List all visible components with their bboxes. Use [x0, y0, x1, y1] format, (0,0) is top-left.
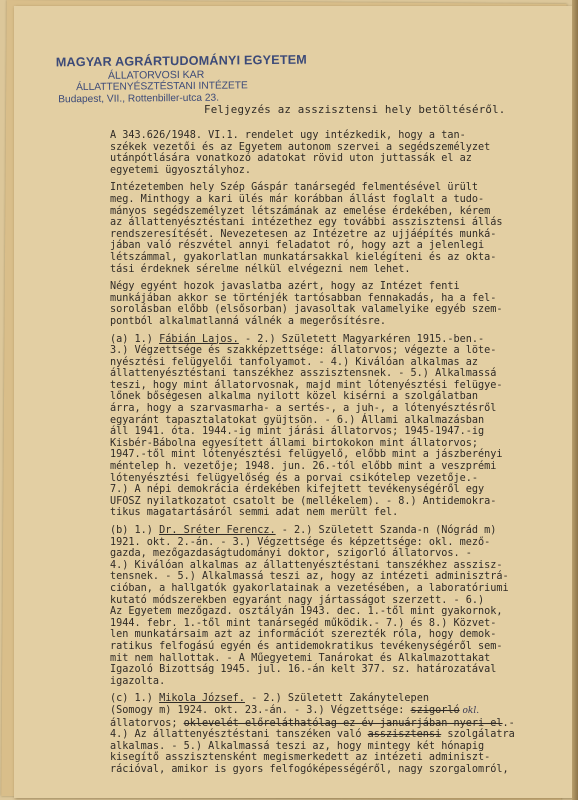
- document-heading: Feljegyzés az asszisztensi hely betöltéséről.: [204, 103, 506, 116]
- candidate-name: Fábián Lajos.: [159, 333, 239, 345]
- candidate-details: - 2.) Született Magyarkéren 1915.-ben.- 3.) Végzettsége és szakképzettsége: állatorvos; végezte a löte- nyésztési felügyelői tanfolyamot. - 4.) Kiválóan alkalmas az állattenyésztéstani tanszékhez asszisztensnek. - 5.) Alkalmassá teszi, hogy mint állatorvosnak, majd mint lótenyésztési felügye- lőnek bőségesen alkalma nyilott közel kisérni a szolgálatban árra, hogy a szarvasmarha- a sertés-, a juh-, a lótenyésztésről egyaránt tapasztalatokat gyüjtsön. - 6.) Állami alkalmazásban áll 1941. óta. 1944.-ig mint járási állatorvos; 1945-1947.-ig Kisbér-Bábolna egyesített állami birtokokon mint állatorvos; 1947.-től mint lótenyésztési felügyelő, előbb mint a jászberényi méntelep h. vezetője; 1948. jun. 26.-tól előbb mint a veszprémi lótenyésztési felügyelőség és a porvai csikótelep vezetője.- 7.) A népi demokrácia érdekében kifejtett tevékenységéről egy UFOSZ nyilatkozatot csatolt be (mellékelem). - 8.) Antidemokra- tikus magatartásáról semmi adat nem merült fel.: [110, 333, 503, 519]
- candidate-c: [110, 693, 554, 775]
- candidate-details: .- 4.) Az állattenyésztéstani tanszéken való: [110, 717, 515, 741]
- struck-text: oklevelét előreláthatólag ez év januárjában nyeri el: [183, 717, 503, 729]
- candidate-name: Mikola József.: [159, 693, 245, 705]
- candidate-marker: (a) 1.): [110, 333, 153, 345]
- stamp-line-institute: ÁLLATTENYÉSZTÉSTANI INTÉZETE: [76, 80, 248, 94]
- struck-text: szigorló: [410, 704, 460, 716]
- paper-edge-shadow: [572, 0, 578, 800]
- struck-text: asszisztensi: [367, 729, 442, 741]
- stamp-line-faculty: ÁLLATORVOSI KAR: [107, 68, 205, 82]
- intro-paragraph-3: Négy egyént hozok javaslatba azért, hogy az Intézet fenti munkájában akkor se történjék tartósabban fennakadás, ha a fel- sorolásban előbb (elsősorban) javasoltak valamelyike egyéb szem- pontból alkalmatlanná válnék a megerősítésre.: [110, 281, 503, 327]
- stamp-line-address: Budapest, VII., Rottenbiller-utca 23.: [58, 92, 220, 106]
- institution-stamp: [56, 53, 308, 107]
- candidate-details: - 2.) Született Szanda-n (Nógrád m) 1921. okt. 2.-án. - 3.) Végzettsége és képzettsége: okl. mező- gazda, mezőgazdaságtudományi doktor, szigorló állatorvos. - 4.) Kiválóan alkalmas az állattenyésztéstani tanszékhez asszisz- tensnek. - 5.) Alkalmassá teszi az, hogy az intézeti adminisztrá- cióban, a hallgatók gyakorlatainak a vezetésében, a laboratóriumi kutató módszerekben egyaránt nagy jártasságot szerzett. - 6.) Az Egyetem mezőgazd. osztályán 1943. dec. 1.-től mint gyakornok, 1944. febr. 1.-től mint tanársegéd működik.- 7.) és 8.) Közvet- len munkatársaim azt az információt szerezték róla, hogy demok- ratikus felfogású egyén és antidemokratikus tevékenységéről sem- mit nem hallottak. - A Műegyetemi Tanárokat és Alkalmazottakat Igazoló Bizottság 1945. jul. 16.-án kelt 377. sz. határozatával igazolta.: [110, 525, 509, 687]
- candidate-details: - 2.) Született Zakánytelepen (Somogy m) 1924. okt. 23.-án. - 3.) Végzettsége:: [110, 693, 429, 716]
- candidate-marker: (b) 1.): [110, 525, 153, 536]
- document-page: [14, 6, 574, 798]
- document-body: [110, 130, 554, 781]
- candidate-name: Dr. Sréter Ferencz.: [159, 525, 276, 536]
- candidate-b: [110, 525, 554, 687]
- intro-paragraph-1: A 343.626/1948. VI.1. rendelet ugy intézkedik, hogy a tan- székek vezetői és az Egyetem autonom szervei a segédszemélyzet utánpótlására vonatkozó adatokat rövid uton juttassák el az egyetemi ügyosztályhoz.: [110, 130, 491, 176]
- stamp-line-university: MAGYAR AGRÁRTUDOMÁNYI EGYETEM: [55, 52, 308, 70]
- candidate-a: [110, 334, 554, 520]
- handwritten-correction: okl.: [459, 705, 480, 716]
- candidate-marker: (c) 1.): [110, 693, 153, 705]
- candidate-details: állatorvos;: [110, 717, 178, 729]
- candidate-details: szolgálatra alkalmas. - 5.) Alkalmassá teszi az, hogy mintegy két hónapig kisegítő asszisztensként megismerkedett az intézeti adminiszt- rációval, amikor is gyors felfogóképességéről, nagy szorgalomról,: [110, 729, 515, 775]
- intro-paragraph-2: Intézetemben hely Szép Gáspár tanársegéd felmentésével ürült meg. Minthogy a kari ülés már korábban állást foglalt a tudo- mányos segédszemélyzet létszámának az emelése érdekében, kérem az állattenyésztéstani intézethez egy további asszisztensi állás rendszeresítését. Nevezetesen az Intézetre az ujjáépítés munká- jában való részvétel annyi feladatot ró, hogy azt a jelenlegi létszámmal, gyakorlatlan munkatársakkal kielégíteni és az okta- tási érdeknek sérelme nélkül elvégezni nem lehet.: [110, 182, 503, 275]
